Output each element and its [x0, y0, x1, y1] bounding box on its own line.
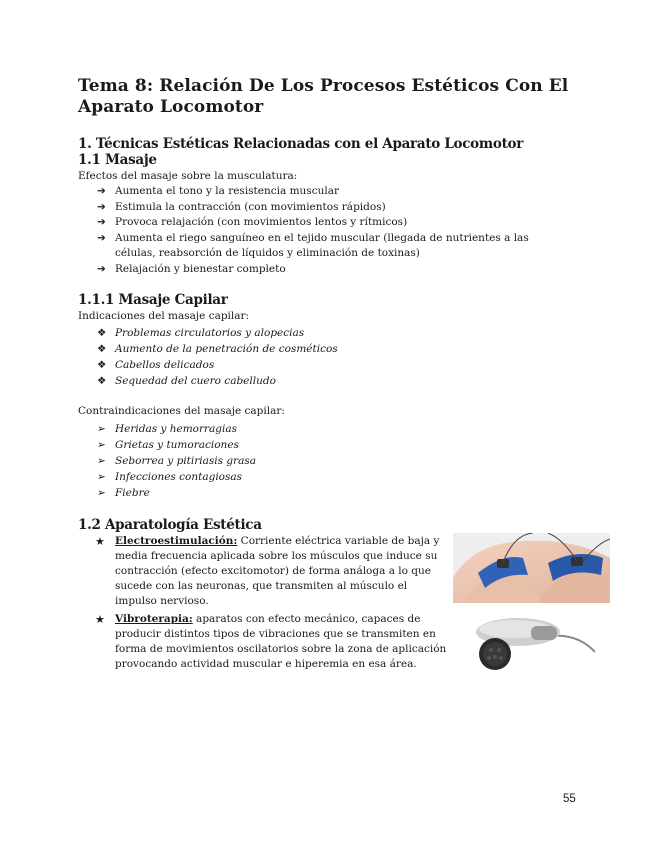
arrow-bullet-icon: ➔: [97, 200, 106, 213]
list-item: ❖ Problemas circulatorios y alopecias: [97, 327, 305, 339]
vibroterapia-item: [95, 612, 450, 672]
electroestimulacion-text: Corriente eléctrica variable de baja y media frecuencia aplicada sobre los músculos que induce su contracción (efecto excitomotor) de forma análoga a lo que sucede con las neuronas, que transmiten al músculo el impulso nervioso.: [115, 535, 440, 607]
term-vibroterapia: Vibroterapia:: [115, 613, 193, 625]
masaje-intro: Efectos del masaje sobre la musculatura:: [78, 170, 298, 182]
vibrotherapy-device-photo: [463, 612, 595, 676]
arrow-bullet-icon: ➔: [97, 216, 106, 228]
list-item: ➔ Relajación y bienestar completo: [95, 262, 565, 278]
contraindications-intro: Contraindicaciones del masaje capilar:: [78, 405, 285, 417]
list-item: ❖ Cabellos delicados: [97, 359, 215, 371]
contraindications-list: [95, 421, 565, 501]
arrowhead-bullet-icon: ➢: [97, 487, 106, 499]
list-item: ➢ Infecciones contagiosas: [97, 471, 243, 483]
masaje-effects-list: [95, 184, 565, 277]
vibroterapia-text: aparatos con efecto mecánico, capaces de producir distintos tipos de vibraciones que se transmiten en forma de movimientos oscilatorios sobre la zona de aplicación provocando actividad muscular e hiperemia en esa área.: [115, 613, 447, 670]
arrowhead-bullet-icon: ➢: [97, 455, 106, 467]
subsection-heading-aparatologia: 1.2 Aparatología Estética: [78, 517, 262, 533]
indications-list: [95, 325, 565, 389]
list-item: ➢ Grietas y tumoraciones: [97, 439, 239, 451]
list-item: ➔ Estimula la contracción (con movimientos rápidos): [95, 200, 565, 216]
list-item: ➔ Provoca relajación (con movimientos lentos y rítmicos): [95, 215, 565, 231]
electrostimulation-photo: [453, 533, 610, 603]
arrowhead-bullet-icon: ➢: [97, 423, 106, 435]
diamond-bullet-icon: ❖: [97, 343, 107, 355]
arrowhead-bullet-icon: ➢: [97, 439, 106, 451]
arrow-bullet-icon: ➔: [97, 262, 106, 275]
list-item: ❖ Aumento de la penetración de cosméticos: [97, 343, 338, 355]
star-bullet-icon: ★: [95, 613, 105, 626]
diamond-bullet-icon: ❖: [97, 327, 107, 339]
subsection-heading-masaje-capilar: 1.1.1 Masaje Capilar: [78, 292, 228, 308]
section-heading-techniques: 1. Técnicas Estéticas Relacionadas con el Aparato Locomotor: [78, 136, 524, 152]
page-title: Tema 8: Relación De Los Procesos Estéticos Con El Aparato Locomotor: [78, 76, 569, 117]
list-item: ➢ Fiebre: [97, 487, 150, 499]
arrow-bullet-icon: ➔: [97, 185, 106, 197]
subsection-heading-masaje: 1.1 Masaje: [78, 152, 157, 168]
list-item: ❖ Sequedad del cuero cabelludo: [97, 375, 276, 387]
arrowhead-bullet-icon: ➢: [97, 471, 106, 483]
indications-intro: Indicaciones del masaje capilar:: [78, 310, 250, 322]
diamond-bullet-icon: ❖: [97, 375, 107, 387]
diamond-bullet-icon: ❖: [97, 359, 107, 371]
list-item: ➢ Heridas y hemorragias: [97, 423, 238, 435]
list-item: ➢ Seborrea y pitiriasis grasa: [97, 455, 256, 467]
star-bullet-icon: ★: [95, 535, 105, 548]
electroestimulacion-item: [95, 534, 450, 609]
page-number: 55: [563, 793, 576, 805]
list-item: ➔ Aumenta el riego sanguíneo en el tejido muscular (llegada de nutrientes a las células, reabsorción de líquidos y eliminación de toxinas): [97, 231, 529, 259]
list-item: ➔ Aumenta el tono y la resistencia muscular: [95, 184, 565, 200]
arrow-bullet-icon: ➔: [97, 231, 106, 244]
term-electroestimulacion: Electroestimulación:: [115, 535, 238, 547]
